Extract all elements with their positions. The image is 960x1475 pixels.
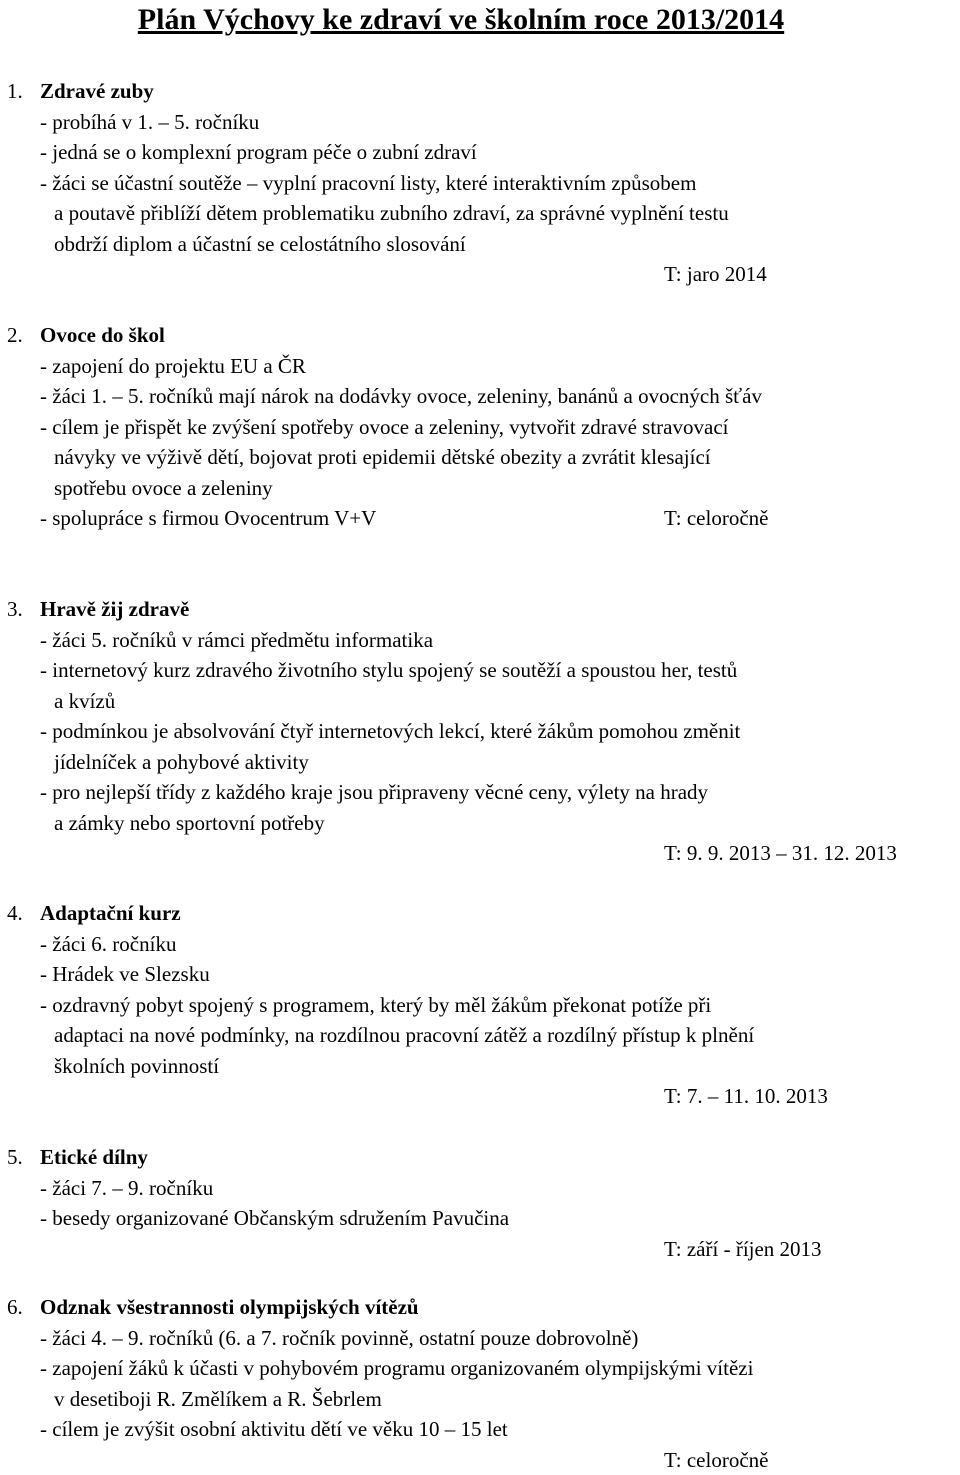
list-item: - žáci 1. – 5. ročníků mají nárok na dodávky ovoce, zeleniny, banánů a ovocných šťáv [0,381,960,412]
term-line [0,1081,960,1112]
list-item-continuation: a kvízů [0,686,960,717]
list-item: - jedná se o komplexní program péče o zubní zdraví [0,137,960,168]
term-date: T: celoročně [664,503,768,534]
list-item-continuation: v desetiboji R. Změlíkem a R. Šebrlem [0,1384,960,1415]
section-heading [0,1292,960,1323]
section-number: 5. [7,1142,23,1173]
list-item-continuation: a poutavě přiblíží dětem problematiku zubního zdraví, za správné vyplnění testu [0,198,960,229]
section-heading [0,1142,960,1173]
list-item: - besedy organizované Občanským sdružením Pavučina [0,1203,960,1234]
term-line [0,503,960,534]
section-hrave-zij-zdrave [0,594,960,869]
list-item: - probíhá v 1. – 5. ročníku [0,107,960,138]
list-item: - ozdravný pobyt spojený s programem, který by měl žákům překonat potíže při [0,990,960,1021]
section-heading [0,898,960,929]
section-number: 2. [7,320,23,351]
list-item: - zapojení žáků k účasti v pohybovém programu organizovaném olympijskými vítězi [0,1353,960,1384]
term-date: T: celoročně [664,1445,768,1475]
page-title: Plán Výchovy ke zdraví ve školním roce 2013/2014 [0,0,922,40]
list-item-continuation: adaptaci na nové podmínky, na rozdílnou pracovní zátěž a rozdílný přístup k plnění [0,1020,960,1051]
list-item: - internetový kurz zdravého životního stylu spojený se soutěží a spoustou her, testů [0,655,960,686]
section-title: Zdravé zuby [40,76,154,107]
list-item: - žáci 4. – 9. ročníků (6. a 7. ročník povinně, ostatní pouze dobrovolně) [0,1323,960,1354]
section-title: Adaptační kurz [40,898,181,929]
section-odznak-vsestrannosti [0,1292,960,1475]
term-date: T: 9. 9. 2013 – 31. 12. 2013 [664,838,897,869]
list-item-continuation: spotřebu ovoce a zeleniny [0,473,960,504]
list-item: - cílem je přispět ke zvýšení spotřeby ovoce a zeleniny, vytvořit zdravé stravovací [0,412,960,443]
list-item: - žáci se účastní soutěže – vyplní pracovní listy, které interaktivním způsobem [0,168,960,199]
section-number: 6. [7,1292,23,1323]
section-title: Ovoce do škol [40,320,165,351]
list-item-continuation: návyky ve výživě dětí, bojovat proti epidemii dětské obezity a zvrátit klesající [0,442,960,473]
section-adaptacni-kurz [0,898,960,1112]
list-item: - žáci 5. ročníků v rámci předmětu informatika [0,625,960,656]
section-zdrave-zuby [0,76,960,290]
list-item: - cílem je zvýšit osobní aktivitu dětí ve věku 10 – 15 let [0,1414,960,1445]
section-title: Etické dílny [40,1142,148,1173]
term-date: T: jaro 2014 [664,259,767,290]
term-line [0,838,960,869]
list-item: - podmínkou je absolvování čtyř internetových lekcí, které žákům pomohou změnit [0,716,960,747]
list-item-continuation: jídelníček a pohybové aktivity [0,747,960,778]
section-heading [0,594,960,625]
section-heading [0,76,960,107]
term-line [0,1445,960,1475]
section-title: Odznak všestrannosti olympijských vítězů [40,1292,419,1323]
list-item: - Hrádek ve Slezsku [0,959,960,990]
section-eticke-dilny [0,1142,960,1264]
section-heading [0,320,960,351]
term-line [0,259,960,290]
term-date: T: září - říjen 2013 [664,1234,822,1265]
term-line [0,1234,960,1265]
section-number: 3. [7,594,23,625]
list-item: - pro nejlepší třídy z každého kraje jsou připraveny věcné ceny, výlety na hrady [0,777,960,808]
list-item: - zapojení do projektu EU a ČR [0,351,960,382]
section-ovoce-do-skol [0,320,960,534]
section-title: Hravě žij zdravě [40,594,189,625]
list-item: - spolupráce s firmou Ovocentrum V+V [0,503,376,534]
list-item-continuation: obdrží diplom a účastní se celostátního slosování [0,229,960,260]
section-number: 4. [7,898,23,929]
list-item: - žáci 7. – 9. ročníku [0,1173,960,1204]
term-date: T: 7. – 11. 10. 2013 [664,1081,828,1112]
section-number: 1. [7,76,23,107]
list-item-continuation: a zámky nebo sportovní potřeby [0,808,960,839]
list-item-continuation: školních povinností [0,1051,960,1082]
list-item: - žáci 6. ročníku [0,929,960,960]
